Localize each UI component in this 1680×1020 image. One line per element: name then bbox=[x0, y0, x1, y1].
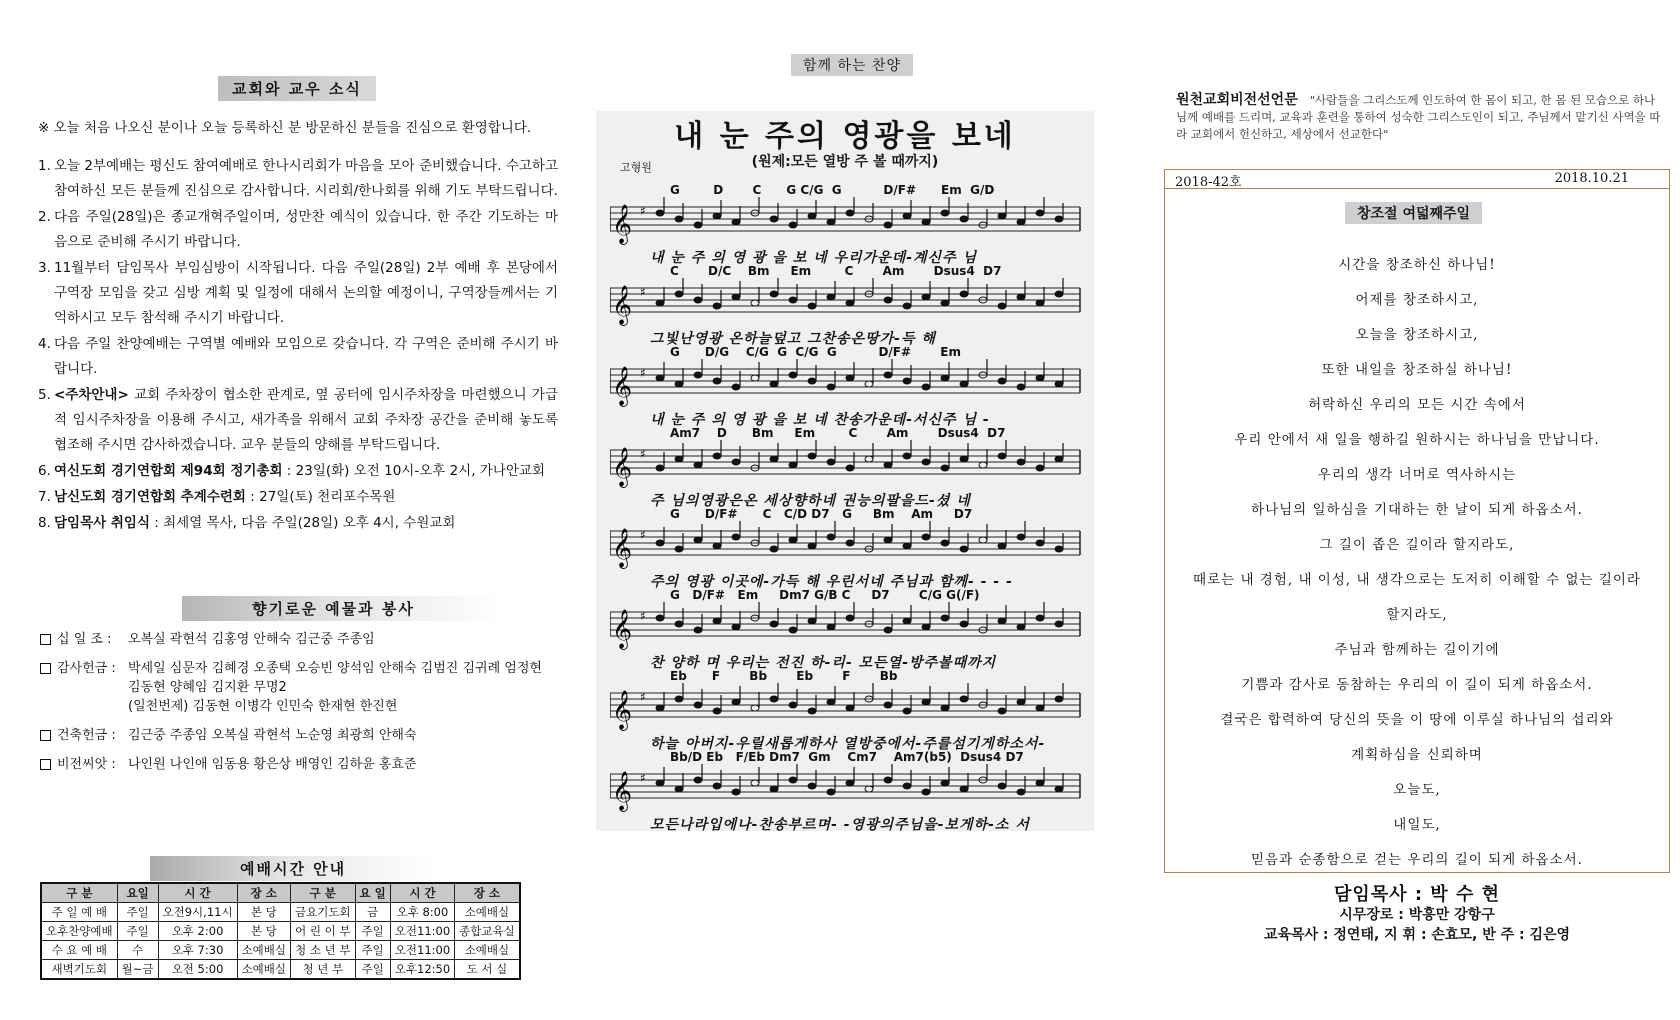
note-head bbox=[1055, 456, 1063, 462]
note-head bbox=[770, 696, 778, 702]
note-head bbox=[960, 216, 968, 222]
note-head bbox=[751, 705, 759, 711]
table-row: 주 일 예 배 주일 오전9시,11시 본 당 금요기도회 금 오후 8:00 소예배실 bbox=[41, 903, 520, 922]
note-head bbox=[941, 465, 949, 471]
note-head bbox=[770, 381, 778, 387]
prayer-line: 기쁨과 감사로 동참하는 우리의 이 길이 되게 하옵소서. bbox=[1241, 677, 1593, 693]
note-head bbox=[884, 777, 892, 783]
news-title: 교회와 교우 소식 bbox=[218, 76, 376, 101]
note-head bbox=[656, 540, 664, 546]
note-head bbox=[1055, 621, 1063, 627]
note-head bbox=[941, 615, 949, 621]
offering-row: 십 일 조 : 오복실 곽현석 김홍영 안해숙 김근중 주종임 bbox=[40, 630, 560, 649]
vision-text: "사람들을 그리스도께 인도하여 한 몸이 되고, 한 몸 된 모습으로 하나님께 예배를 드리며, 교육과 훈련을 통하여 성숙한 그리스도인이 되고, 주님께서 맡기신 사역을 따라 교회에서 헌신하고, 세상에서 선교한다" bbox=[1176, 93, 1661, 141]
bulletin-date: 2018.10.21 bbox=[1554, 171, 1629, 186]
chord-symbols: G D/F# Em Dm7 G/B C D7 C/G G(/F) bbox=[670, 588, 980, 602]
staff-system bbox=[610, 507, 1084, 590]
note-head bbox=[979, 462, 987, 468]
note-head bbox=[846, 465, 854, 471]
treble-clef-icon: 𝄞 bbox=[612, 609, 633, 649]
note-head bbox=[884, 372, 892, 378]
note-head bbox=[884, 462, 892, 468]
treble-clef-icon: 𝄞 bbox=[612, 690, 633, 730]
song-subtitle: (원제:모든 열방 주 볼 때까지) bbox=[751, 154, 939, 170]
note-head bbox=[713, 543, 721, 549]
note-head bbox=[903, 378, 911, 384]
note-head bbox=[1017, 699, 1025, 705]
prayer-line: 오늘을 창조하시고, bbox=[1355, 327, 1479, 343]
note-head bbox=[903, 783, 911, 789]
lyrics-line: 하늘 아버지-우릴새롭게하사 열방중에서-주를섬기게하소서- bbox=[650, 736, 1046, 752]
note-head bbox=[732, 294, 740, 300]
note-head bbox=[846, 210, 854, 216]
note-head bbox=[694, 462, 702, 468]
prayer-line: 허락하신 우리의 모든 시간 속에서 bbox=[1308, 397, 1526, 413]
sharp-icon: ♯ bbox=[640, 609, 646, 623]
chord-symbols: C D/C Bm Em C Am Dsus4 D7 bbox=[670, 264, 1002, 278]
note-head bbox=[789, 702, 797, 708]
note-head bbox=[1055, 291, 1063, 297]
checkbox-icon bbox=[40, 663, 51, 674]
note-head bbox=[656, 780, 664, 786]
issue-number: 2018-42호 bbox=[1175, 175, 1242, 190]
note-head bbox=[694, 297, 702, 303]
note-head bbox=[998, 783, 1006, 789]
note-head bbox=[865, 381, 873, 387]
note-head bbox=[732, 789, 740, 795]
prayer-line: 결국은 합력하여 당신의 뜻을 이 땅에 이루실 하나님의 섭리와 bbox=[1220, 712, 1614, 728]
chord-symbols: G D C G C/G G D/F# Em G/D bbox=[670, 183, 995, 197]
treble-clef-icon: 𝄞 bbox=[612, 447, 633, 487]
treble-clef-icon: 𝄞 bbox=[612, 771, 633, 811]
note-head bbox=[903, 453, 911, 459]
hymn-section-title: 함께 하는 찬양 bbox=[791, 54, 913, 76]
note-head bbox=[827, 624, 835, 630]
note-head bbox=[846, 780, 854, 786]
note-head bbox=[770, 291, 778, 297]
staff-system bbox=[610, 426, 1084, 509]
note-head bbox=[1055, 696, 1063, 702]
table-header-row: 구 분 요일 시 간 장 소 구 분 요 일 시 간 장 소 bbox=[41, 883, 520, 903]
checkbox-icon bbox=[40, 634, 51, 645]
note-head bbox=[675, 291, 683, 297]
lyrics-line: 내 눈 주 의 영 광 을 보 네 우리가운데-계신주 님 bbox=[650, 250, 977, 266]
treble-clef-icon: 𝄞 bbox=[612, 285, 633, 325]
table-row: 오후찬양예배 주일 오후 2:00 본 당 어 린 이 부 주일 오전11:00 종합교육실 bbox=[41, 922, 520, 941]
prayer-frame bbox=[1164, 169, 1670, 873]
bulletin-header bbox=[1165, 170, 1669, 189]
note-head bbox=[751, 300, 759, 306]
sharp-icon: ♯ bbox=[640, 447, 646, 461]
note-head bbox=[941, 540, 949, 546]
note-head bbox=[960, 546, 968, 552]
note-head bbox=[846, 615, 854, 621]
news-item: 4. 다음 주일 찬양예배는 구역별 예배와 모임으로 갖습니다. 각 구역은 준비해 주시기 바랍니다. bbox=[38, 336, 558, 377]
note-head bbox=[789, 222, 797, 228]
note-head bbox=[808, 543, 816, 549]
sharp-icon: ♯ bbox=[640, 285, 646, 299]
note-head bbox=[770, 621, 778, 627]
note-head bbox=[713, 453, 721, 459]
note-head bbox=[922, 294, 930, 300]
note-head bbox=[884, 702, 892, 708]
note-head bbox=[979, 537, 987, 543]
note-head bbox=[808, 453, 816, 459]
note-head bbox=[903, 543, 911, 549]
note-head bbox=[865, 456, 873, 462]
staff-list: 교육목사 : 정연태, 지 휘 : 손효모, 반 주 : 김은영 bbox=[1263, 927, 1571, 943]
lyrics-line: 주 님의영광은온 세상향하네 권능의팔을드-셨 네 bbox=[650, 493, 971, 509]
note-head bbox=[656, 705, 664, 711]
lyrics-line: 모든나라입에나-찬송부르며- -영광의주님을-보게하-소 서 bbox=[650, 817, 1030, 833]
note-head bbox=[922, 219, 930, 225]
chord-symbols: Am7 D Bm Em C Am Dsus4 D7 bbox=[670, 426, 1006, 440]
checkbox-icon bbox=[40, 759, 51, 770]
lyrics-line: 주의 영광 이곳에-가득 해 우린서네 주님과 함께- - - - bbox=[650, 574, 1013, 590]
sharp-icon: ♯ bbox=[640, 771, 646, 785]
composer: 고형원 bbox=[620, 161, 652, 174]
note-head bbox=[1017, 219, 1025, 225]
staff-system bbox=[610, 588, 1084, 671]
note-head bbox=[827, 459, 835, 465]
note-head bbox=[770, 216, 778, 222]
prayer-line: 어제를 창조하시고, bbox=[1355, 292, 1479, 308]
note-head bbox=[732, 459, 740, 465]
note-head bbox=[732, 534, 740, 540]
note-head bbox=[1017, 294, 1025, 300]
staff-system bbox=[610, 750, 1084, 833]
note-head bbox=[656, 465, 664, 471]
note-head bbox=[789, 372, 797, 378]
note-head bbox=[827, 699, 835, 705]
sharp-icon: ♯ bbox=[640, 366, 646, 380]
note-head bbox=[960, 291, 968, 297]
prayer-line: 계획하심을 신뢰하며 bbox=[1351, 747, 1483, 763]
chord-symbols: Eb F Bb Eb F Bb bbox=[670, 669, 898, 683]
note-head bbox=[675, 456, 683, 462]
note-head bbox=[998, 378, 1006, 384]
prayer-text bbox=[1165, 248, 1669, 878]
note-head bbox=[827, 534, 835, 540]
note-head bbox=[675, 696, 683, 702]
note-head bbox=[846, 375, 854, 381]
offering-title: 향기로운 예물과 봉사 bbox=[182, 596, 505, 621]
note-head bbox=[903, 708, 911, 714]
song-title: 내 눈 주의 영광을 보네 bbox=[674, 119, 1016, 154]
offering-row: 건축헌금 : 김근중 주종임 오복실 곽현석 노순영 최광희 안해숙 bbox=[40, 726, 560, 745]
note-head bbox=[789, 297, 797, 303]
note-head bbox=[789, 627, 797, 633]
vision-title: 원천교회비전선언문 bbox=[1176, 92, 1298, 108]
note-head bbox=[1036, 465, 1044, 471]
note-head bbox=[1036, 705, 1044, 711]
note-head bbox=[884, 537, 892, 543]
note-head bbox=[922, 624, 930, 630]
note-head bbox=[960, 621, 968, 627]
schedule-title: 예배시간 안내 bbox=[150, 856, 434, 881]
news-item: 6. 여신도회 경기연합회 제94회 정기총회 : 23일(화) 오전 10시-오후 2시, 가나안교회 bbox=[38, 463, 545, 479]
note-head bbox=[1036, 375, 1044, 381]
offering-row: 감사헌금 : 박세일 심문자 김혜경 오종택 오승빈 양석임 안해숙 김범진 김귀례 엄정현 김동현 양혜임 김지환 무명2 (일천번제) 김동현 이병각 인민숙 한재현 한진현 bbox=[40, 659, 560, 716]
prayer-line: 시간을 창조하신 하나님! bbox=[1338, 257, 1496, 273]
note-head bbox=[998, 543, 1006, 549]
note-head bbox=[941, 780, 949, 786]
note-head bbox=[1017, 459, 1025, 465]
note-head bbox=[808, 378, 816, 384]
note-head bbox=[713, 618, 721, 624]
prayer-line: 또한 내일을 창조하실 하나님! bbox=[1321, 362, 1513, 378]
news-item: 5. <주차안내> 교회 주차장이 협소한 관계로, 옆 공터에 임시주차장을 마련했으니 가급적 임시주차장을 이용해 주시고, 새가족을 위해서 교회 주차장 공간을 준비해 놓도록 협조해 주시면 감사하겠습니다. 교우 분들의 양해를 부탁드립니다. bbox=[38, 387, 558, 453]
note-head bbox=[922, 699, 930, 705]
news-item: 1. 오늘 2부예배는 평신도 참여예배로 한나시리회가 마음을 모아 준비했습니다. 수고하고 참여하신 모든 분들께 진심으로 감사합니다. 시리회/한나회를 위해 기도 부탁드립니다. bbox=[38, 158, 558, 199]
note-head bbox=[846, 540, 854, 546]
note-head bbox=[713, 378, 721, 384]
note-head bbox=[656, 615, 664, 621]
note-head bbox=[960, 381, 968, 387]
note-head bbox=[1036, 300, 1044, 306]
prayer-line: 할지라도, bbox=[1386, 607, 1448, 623]
offering-list bbox=[40, 630, 560, 784]
treble-clef-icon: 𝄞 bbox=[612, 528, 633, 568]
news-item: 3. 11월부터 담임목사 부임심방이 시작됩니다. 다음 주일(28일) 2부 예배 후 본당에서 구역장 모임을 갖고 심방 계획 및 일정에 대해서 논의할 예정이니, 구역장들께서는 기억하시고 모두 참석해 주시기 바랍니다. bbox=[38, 260, 558, 326]
note-head bbox=[903, 303, 911, 309]
note-head bbox=[732, 219, 740, 225]
note-head bbox=[998, 618, 1006, 624]
note-head bbox=[732, 384, 740, 390]
news-item: 8. 담임목사 취임식 : 최세열 목사, 다음 주일(28일) 오후 4시, 수원교회 bbox=[38, 515, 456, 531]
elders: 시무장로 : 박흥만 강항구 bbox=[1339, 907, 1495, 923]
news-item: 2. 다음 주일(28일)은 종교개혁주일이며, 성만찬 예식이 있습니다. 한 주간 기도하는 마음으로 준비해 주시기 바랍니다. bbox=[38, 209, 558, 250]
note-head bbox=[903, 213, 911, 219]
note-head bbox=[941, 375, 949, 381]
prayer-line: 때로는 내 경험, 내 이성, 내 생각으로는 도저히 이해할 수 없는 길이라 bbox=[1193, 572, 1641, 588]
senior-pastor: 담임목사 : 박 수 현 bbox=[1334, 884, 1500, 905]
note-head bbox=[922, 534, 930, 540]
note-head bbox=[998, 453, 1006, 459]
note-head bbox=[808, 618, 816, 624]
sharp-icon: ♯ bbox=[640, 204, 646, 218]
note-head bbox=[903, 618, 911, 624]
prayer-line: 믿음과 순종함으로 걷는 우리의 길이 되게 하옵소서. bbox=[1251, 852, 1583, 868]
note-head bbox=[941, 210, 949, 216]
note-head bbox=[922, 459, 930, 465]
offering-row: 비전씨앗 : 나인원 나인애 임동용 황은상 배영인 김하윤 홍효준 bbox=[40, 755, 560, 774]
staff-system bbox=[610, 183, 1084, 266]
note-head bbox=[998, 708, 1006, 714]
note-head bbox=[808, 303, 816, 309]
note-head bbox=[1017, 384, 1025, 390]
note-head bbox=[694, 627, 702, 633]
staff-system bbox=[610, 345, 1084, 428]
note-head bbox=[1055, 786, 1063, 792]
note-head bbox=[675, 786, 683, 792]
treble-clef-icon: 𝄞 bbox=[612, 366, 633, 406]
note-head bbox=[1036, 540, 1044, 546]
table-row: 수 요 예 배 수 오후 7:30 소예배실 청 소 년 부 주일 오전11:00 소예배실 bbox=[41, 941, 520, 960]
note-head bbox=[1017, 534, 1025, 540]
note-head bbox=[1017, 624, 1025, 630]
note-head bbox=[732, 624, 740, 630]
chord-symbols: G D/F# C C/D D7 G Bm Am D7 bbox=[670, 507, 973, 521]
prayer-line: 그 길이 좁은 길이라 할지라도, bbox=[1319, 537, 1515, 553]
prayer-line: 하나님의 일하심을 기대하는 한 날이 되게 하옵소서. bbox=[1251, 502, 1583, 518]
note-head bbox=[675, 546, 683, 552]
note-head bbox=[808, 213, 816, 219]
note-head bbox=[922, 789, 930, 795]
note-head bbox=[1055, 216, 1063, 222]
note-head bbox=[827, 384, 835, 390]
note-head bbox=[656, 375, 664, 381]
note-head bbox=[656, 300, 664, 306]
note-head bbox=[941, 300, 949, 306]
prayer-line: 오늘도, bbox=[1393, 782, 1441, 798]
note-head bbox=[694, 777, 702, 783]
note-head bbox=[941, 705, 949, 711]
note-head bbox=[960, 456, 968, 462]
sheet-music bbox=[596, 111, 1094, 831]
note-head bbox=[675, 621, 683, 627]
sharp-icon: ♯ bbox=[640, 690, 646, 704]
note-head bbox=[808, 708, 816, 714]
note-head bbox=[1055, 381, 1063, 387]
note-head bbox=[694, 537, 702, 543]
note-head bbox=[751, 780, 759, 786]
note-head bbox=[694, 702, 702, 708]
checkbox-icon bbox=[40, 730, 51, 741]
note-head bbox=[884, 297, 892, 303]
prayer-line: 주님과 함께하는 길이기에 bbox=[1334, 642, 1500, 658]
note-head bbox=[694, 372, 702, 378]
note-head bbox=[1017, 789, 1025, 795]
prayer-line: 우리의 생각 너머로 역사하시는 bbox=[1317, 467, 1517, 483]
note-head bbox=[694, 222, 702, 228]
note-head bbox=[789, 777, 797, 783]
note-head bbox=[1036, 780, 1044, 786]
lyrics-line: 내 눈 주 의 영 광 을 보 네 찬송가운데-서신주 님 - bbox=[650, 412, 990, 428]
note-head bbox=[789, 462, 797, 468]
note-head bbox=[827, 789, 835, 795]
lyrics-line: 찬 양하 며 우리는 전진 하-리- 모든열-방주볼때까지 bbox=[650, 655, 997, 671]
note-head bbox=[998, 303, 1006, 309]
welcome-text: ※ 오늘 처음 나오신 분이나 오늘 등록하신 분 방문하신 분들을 진심으로 환영합니다. bbox=[38, 120, 532, 136]
treble-clef-icon: 𝄞 bbox=[612, 204, 633, 244]
prayer-line: 우리 안에서 새 일을 행하길 원하시는 하나님을 만납니다. bbox=[1234, 432, 1600, 448]
note-head bbox=[675, 381, 683, 387]
note-head bbox=[1055, 546, 1063, 552]
staff-system bbox=[610, 264, 1084, 347]
note-head bbox=[846, 300, 854, 306]
note-head bbox=[960, 786, 968, 792]
news-list bbox=[38, 154, 558, 537]
note-head bbox=[656, 210, 664, 216]
note-head bbox=[1036, 210, 1044, 216]
note-head bbox=[865, 786, 873, 792]
note-head bbox=[1036, 615, 1044, 621]
chord-symbols: Bb/D Eb F/Eb Dm7 Gm Cm7 Am7(b5) Dsus4 D7 bbox=[670, 750, 1024, 764]
note-head bbox=[713, 213, 721, 219]
note-head bbox=[732, 699, 740, 705]
news-item: 7. 남신도회 경기연합회 추계수련회 : 27일(토) 천리포수목원 bbox=[38, 489, 396, 505]
note-head bbox=[827, 294, 835, 300]
note-head bbox=[960, 696, 968, 702]
note-head bbox=[789, 537, 797, 543]
note-head bbox=[922, 384, 930, 390]
note-head bbox=[751, 375, 759, 381]
note-head bbox=[675, 216, 683, 222]
note-head bbox=[884, 627, 892, 633]
worship-schedule-table bbox=[40, 882, 521, 980]
prayer-line: 내일도, bbox=[1393, 817, 1441, 833]
note-head bbox=[827, 219, 835, 225]
note-head bbox=[713, 783, 721, 789]
sharp-icon: ♯ bbox=[640, 528, 646, 542]
note-head bbox=[713, 708, 721, 714]
vision-statement bbox=[1176, 92, 1662, 143]
note-head bbox=[846, 705, 854, 711]
lyrics-line: 그빛난영광 온하늘덮고 그찬송온땅가-득 해 bbox=[650, 331, 936, 347]
note-head bbox=[770, 546, 778, 552]
note-head bbox=[884, 222, 892, 228]
prayer-title: 창조절 여덟째주일 bbox=[1345, 202, 1482, 224]
note-head bbox=[808, 783, 816, 789]
note-head bbox=[998, 213, 1006, 219]
note-head bbox=[770, 456, 778, 462]
note-head bbox=[770, 786, 778, 792]
note-head bbox=[713, 303, 721, 309]
staff-system bbox=[610, 669, 1084, 752]
table-row: 새벽기도회 월~금 오전 5:00 소예배실 청 년 부 주일 오후12:50 도 서 실 bbox=[41, 960, 520, 980]
chord-symbols: G D/G C/G G C/G G D/F# Em bbox=[670, 345, 961, 359]
